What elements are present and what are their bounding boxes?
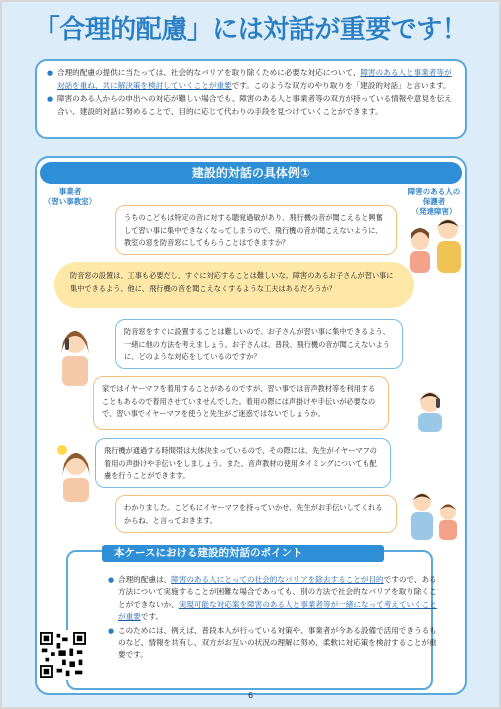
section-heading: 建設的対話の具体例① <box>40 162 462 184</box>
intro-highlight: 障害のある人と事業者等が対話を重ね、共に解決策を検討していくことが重要 <box>57 68 452 90</box>
points-text-part: 合理的配慮は、 <box>118 575 172 584</box>
staff-phone-icon <box>50 320 100 390</box>
staff-idea-icon <box>50 442 100 502</box>
dialog-bubble-3: 家ではイヤーマフを着用することがあるのですが、習い事では音声教材等を利用することもあるので着用させていませんでした。着用の際には声掛けや手伝いが必要なので、習い事でイヤーマフを使うと先生がご迷惑ではないでしょうか。 <box>93 376 389 430</box>
guardian-phone-icon <box>406 386 454 432</box>
dialog-bubble-4: 飛行機が通過する時間帯は大体決まっているので、その際には、先生がイヤーマフの着用の声掛けや手伝いをしましょう。また、音声教材の使用タイミングについても配慮を行うことができます。 <box>95 438 391 488</box>
thought-cloud: 防音窓の設置は、工事も必要だし、すぐに対応することは難しいな。障害のあるお子さんが習い事に集中できるよう、他に、飛行機の音を聞こえなくするような工夫はあるだろうか？ <box>54 262 414 308</box>
intro-text: です。このような双方のやり取りを「建設的対話」と言います。 <box>231 80 451 90</box>
page-number: 6 <box>247 691 254 700</box>
intro-box <box>35 59 467 139</box>
page <box>2 2 499 707</box>
points-bullet-1 <box>108 574 438 624</box>
points-text-part: ですので、ある方法について実施することが困難な場合であっても、別の方法で社会的なバリアを取り除くことができないか、 <box>118 575 437 609</box>
guardian-and-child-ok-icon <box>402 488 466 540</box>
guardian-label: 障害のある人の 保護者 （発達障害） <box>407 187 461 216</box>
intro-text: 合理的配慮の提供に当たっては、社会的なバリアを取り除くために必要な対応について、 <box>57 68 361 77</box>
points-heading: 本ケースにおける建設的対話のポイント <box>102 545 384 562</box>
points-text-part: です。 <box>140 612 163 622</box>
page-title: 「合理的配慮」には対話が重要です！ <box>33 15 468 45</box>
qr-code-icon[interactable] <box>38 630 88 680</box>
points-text <box>108 574 438 663</box>
points-highlight: 実現可能な対応案を障害のある人と事業者等が一緒になって考えていくことが重要 <box>118 599 437 622</box>
points-highlight: 障害のある人にとっての社会的なバリアを除去することが目的 <box>171 575 384 584</box>
dialog-bubble-2: 防音窓をすぐに設置することは難しいので、お子さんが習い事に集中できるよう、一緒に他の方法を考えましょう。お子さんは、普段、飛行機の音が聞こえないように、どのような対応をしているのですか？ <box>115 319 403 369</box>
guardian-and-child-icon <box>400 215 470 275</box>
dialog-bubble-1: うちのこどもは特定の音に対する聴覚過敏があり、飛行機の音が聞こえると興奮して習い事に集中できなくなってしまうので、飛行機の音が聞こえないように、教室の窓を防音窓にしてもらうことはできますか？ <box>115 205 397 255</box>
dialog-bubble-5: わかりました。こどもにイヤーマフを持っていかせ、先生がお手伝いしてくれるからね、と言っておきます。 <box>115 495 397 533</box>
business-label: 事業者 （習い事教室） <box>43 187 97 206</box>
intro-bullet-2: ● 障害のある人からの申出への対応が難しい場合でも、障害のある人と事業者等の双方が持っている情報や意見を伝え合い、建設的対話に努めることで、目的に応じて代わりの手段を見つけていくことができます。 <box>47 93 457 118</box>
points-bullet-2: ● このためには、例えば、普段本人が行っている対策や、事業者が今ある設備で活用できうるものなど、情報を共有し、双方がお互いの状況の理解に努め、柔軟に対応策を検討することが重要です。 <box>108 625 438 662</box>
intro-bullet-1 <box>47 67 457 92</box>
